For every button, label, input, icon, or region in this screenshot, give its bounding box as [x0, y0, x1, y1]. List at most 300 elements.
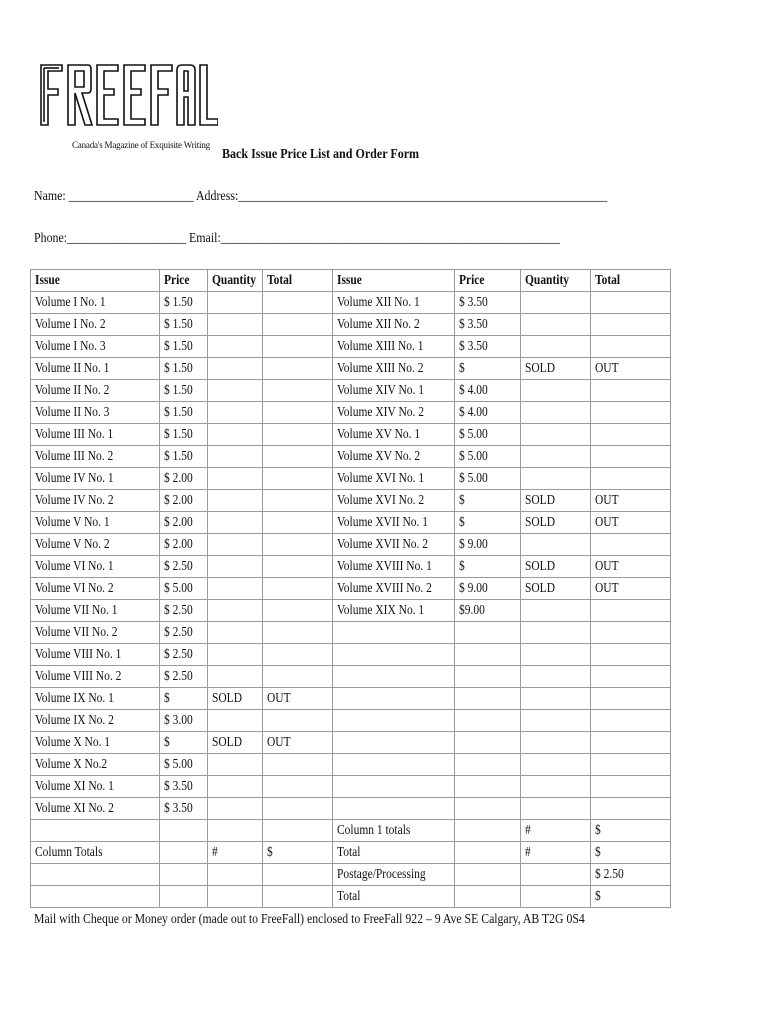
issue-cell: [31, 578, 160, 600]
price-cell: [160, 314, 208, 336]
cell-text: $: [459, 492, 465, 508]
cell-text: $: [595, 888, 601, 904]
table-row: [31, 688, 671, 710]
cell-text: Volume XIV No. 2: [337, 404, 424, 420]
issue-cell: [333, 380, 455, 402]
quantity-cell[interactable]: [521, 710, 591, 732]
cell-text: $9.00: [459, 602, 485, 618]
total-cell[interactable]: [263, 666, 333, 688]
price-cell: [160, 622, 208, 644]
cell-text: Volume XV No. 1: [337, 426, 421, 442]
cell-text: Column Totals: [35, 844, 103, 860]
issue-cell: [333, 490, 455, 512]
cell-text: $ 4.00: [459, 382, 488, 398]
table-row: [31, 468, 671, 490]
total-cell[interactable]: [591, 424, 671, 446]
cell-text: $ 3.00: [164, 712, 193, 728]
issue-cell: [31, 600, 160, 622]
table-row: [31, 358, 671, 380]
form-title: Back Issue Price List and Order Form: [222, 147, 420, 162]
cell-text: Volume XVII No. 1: [337, 514, 428, 530]
quantity-cell[interactable]: [208, 842, 263, 864]
total-cell[interactable]: [591, 622, 671, 644]
quantity-cell[interactable]: [208, 314, 263, 336]
total-cell[interactable]: [263, 402, 333, 424]
total-cell[interactable]: [263, 336, 333, 358]
price-cell: [455, 644, 521, 666]
price-cell: [160, 512, 208, 534]
cell-text: Total: [337, 888, 361, 904]
table-header-row: [31, 270, 671, 292]
price-cell: [455, 666, 521, 688]
price-cell: [455, 534, 521, 556]
total-cell[interactable]: [591, 358, 671, 380]
issue-cell: [31, 732, 160, 754]
total-cell[interactable]: [263, 556, 333, 578]
total-cell[interactable]: [591, 886, 671, 908]
price-cell: [455, 402, 521, 424]
issue-cell: [31, 710, 160, 732]
issue-cell: [333, 314, 455, 336]
price-cell: [160, 600, 208, 622]
quantity-cell[interactable]: [208, 358, 263, 380]
header-quantity: [208, 270, 263, 292]
cell-text: SOLD: [525, 514, 555, 530]
cell-text: #: [525, 822, 531, 838]
table-row: [31, 798, 671, 820]
cell-text: Volume XII No. 2: [337, 316, 420, 332]
table-row: [31, 644, 671, 666]
quantity-cell[interactable]: [521, 468, 591, 490]
table-row: [31, 886, 671, 908]
cell-text: #: [525, 844, 531, 860]
issue-cell: [333, 710, 455, 732]
cell-text: $ 2.50: [164, 602, 193, 618]
price-cell: [455, 424, 521, 446]
price-cell: [455, 820, 521, 842]
quantity-cell[interactable]: [208, 600, 263, 622]
price-cell: [160, 710, 208, 732]
quantity-cell[interactable]: [521, 644, 591, 666]
total-cell[interactable]: [591, 468, 671, 490]
cell-text: Volume XVII No. 2: [337, 536, 428, 552]
cell-text: OUT: [595, 492, 619, 508]
price-cell: [455, 732, 521, 754]
quantity-cell[interactable]: [208, 710, 263, 732]
quantity-cell[interactable]: [208, 446, 263, 468]
quantity-cell[interactable]: [521, 842, 591, 864]
cell-text: $ 1.50: [164, 382, 193, 398]
total-cell[interactable]: [263, 776, 333, 798]
quantity-cell[interactable]: [521, 578, 591, 600]
quantity-cell[interactable]: [521, 776, 591, 798]
quantity-cell[interactable]: [208, 336, 263, 358]
issue-cell: [333, 600, 455, 622]
cell-text: Volume V No. 1: [35, 514, 110, 530]
issue-cell: [31, 292, 160, 314]
quantity-cell[interactable]: [208, 490, 263, 512]
header-label: Total: [595, 272, 621, 288]
quantity-cell[interactable]: [208, 292, 263, 314]
total-cell[interactable]: [263, 512, 333, 534]
total-cell[interactable]: [591, 776, 671, 798]
quantity-cell[interactable]: [521, 446, 591, 468]
table-row: [31, 380, 671, 402]
cell-text: Volume XVIII No. 2: [337, 580, 432, 596]
cell-text: Volume II No. 2: [35, 382, 110, 398]
issue-cell: [333, 358, 455, 380]
cell-text: SOLD: [525, 558, 555, 574]
total-cell[interactable]: [591, 732, 671, 754]
total-cell[interactable]: [263, 292, 333, 314]
table-row: [31, 424, 671, 446]
quantity-cell[interactable]: [208, 402, 263, 424]
cell-text: Volume IV No. 2: [35, 492, 114, 508]
price-cell: [455, 512, 521, 534]
cell-text: Volume III No. 1: [35, 426, 114, 442]
issue-cell: [333, 886, 455, 908]
cell-text: Volume X No. 1: [35, 734, 111, 750]
issue-cell: [31, 512, 160, 534]
issue-cell: [31, 402, 160, 424]
total-cell[interactable]: [263, 886, 333, 908]
quantity-cell[interactable]: [208, 468, 263, 490]
total-cell[interactable]: [591, 490, 671, 512]
price-cell: [455, 556, 521, 578]
issue-cell: [333, 446, 455, 468]
quantity-cell[interactable]: [208, 578, 263, 600]
quantity-cell[interactable]: [521, 754, 591, 776]
cell-text: OUT: [595, 360, 619, 376]
price-cell: [455, 864, 521, 886]
header-label: Total: [267, 272, 293, 288]
cell-text: #: [212, 844, 218, 860]
price-cell: [455, 314, 521, 336]
cell-text: OUT: [595, 514, 619, 530]
cell-text: Volume X No.2: [35, 756, 108, 772]
cell-text: $ 1.50: [164, 360, 193, 376]
price-cell: [455, 446, 521, 468]
price-cell: [455, 292, 521, 314]
cell-text: $ 2.50: [164, 624, 193, 640]
cell-text: Volume V No. 2: [35, 536, 110, 552]
quantity-cell[interactable]: [208, 512, 263, 534]
cell-text: Volume XIX No. 1: [337, 602, 425, 618]
total-cell[interactable]: [591, 798, 671, 820]
cell-text: $ 2.50: [164, 668, 193, 684]
quantity-cell[interactable]: [521, 512, 591, 534]
table-row: [31, 314, 671, 336]
cell-text: $ 3.50: [164, 800, 193, 816]
tagline: Canada's Magazine of Exquisite Writing: [72, 140, 210, 150]
quantity-cell[interactable]: [208, 424, 263, 446]
issue-cell: [333, 666, 455, 688]
issue-cell: [333, 424, 455, 446]
issue-cell: [333, 688, 455, 710]
total-cell[interactable]: [591, 842, 671, 864]
cell-text: $ 3.50: [459, 338, 488, 354]
total-cell[interactable]: [591, 446, 671, 468]
price-cell: [455, 798, 521, 820]
total-cell[interactable]: [263, 468, 333, 490]
cell-text: $: [595, 844, 601, 860]
cell-text: $ 4.00: [459, 404, 488, 420]
price-cell: [160, 468, 208, 490]
total-cell[interactable]: [591, 710, 671, 732]
phone-email-fields[interactable]: Phone:____________________ Email:_________________________________________________________: [34, 231, 560, 246]
cell-text: $ 9.00: [459, 536, 488, 552]
quantity-cell[interactable]: [521, 358, 591, 380]
header-label: Quantity: [212, 272, 257, 288]
price-cell: [160, 578, 208, 600]
issue-cell: [333, 402, 455, 424]
cell-text: $: [164, 734, 170, 750]
cell-text: OUT: [595, 580, 619, 596]
total-cell[interactable]: [263, 842, 333, 864]
quantity-cell[interactable]: [521, 688, 591, 710]
quantity-cell[interactable]: [208, 644, 263, 666]
total-cell[interactable]: [591, 820, 671, 842]
quantity-cell[interactable]: [208, 688, 263, 710]
quantity-cell[interactable]: [208, 798, 263, 820]
quantity-cell[interactable]: [208, 754, 263, 776]
issue-cell: [31, 556, 160, 578]
cell-text: $: [595, 822, 601, 838]
issue-cell: [31, 424, 160, 446]
name-address-fields[interactable]: Name: _____________________ Address:______________________________________________________________: [34, 189, 608, 204]
quantity-cell[interactable]: [521, 732, 591, 754]
quantity-cell[interactable]: [208, 666, 263, 688]
issue-cell: [31, 886, 160, 908]
total-cell[interactable]: [591, 534, 671, 556]
table-row: [31, 402, 671, 424]
header-price: [455, 270, 521, 292]
total-cell[interactable]: [263, 754, 333, 776]
cell-text: SOLD: [525, 580, 555, 596]
issue-cell: [333, 336, 455, 358]
price-cell: [455, 468, 521, 490]
quantity-cell[interactable]: [521, 820, 591, 842]
issue-cell: [31, 776, 160, 798]
total-cell[interactable]: [263, 688, 333, 710]
price-cell: [160, 380, 208, 402]
price-cell: [455, 622, 521, 644]
total-cell[interactable]: [263, 820, 333, 842]
total-cell[interactable]: [591, 644, 671, 666]
issue-cell: [333, 644, 455, 666]
cell-text: $ 1.50: [164, 448, 193, 464]
price-cell: [455, 336, 521, 358]
total-cell[interactable]: [263, 732, 333, 754]
cell-text: Volume VIII No. 1: [35, 646, 122, 662]
issue-cell: [333, 534, 455, 556]
cell-text: Column 1 totals: [337, 822, 411, 838]
table-row: [31, 600, 671, 622]
table-row: [31, 534, 671, 556]
header-label: Quantity: [525, 272, 570, 288]
quantity-cell[interactable]: [521, 424, 591, 446]
header-quantity: [521, 270, 591, 292]
table-row: [31, 446, 671, 468]
price-cell: [455, 688, 521, 710]
price-cell: [455, 754, 521, 776]
total-cell[interactable]: [591, 512, 671, 534]
quantity-cell[interactable]: [521, 490, 591, 512]
cell-text: Volume VII No. 1: [35, 602, 118, 618]
quantity-cell[interactable]: [521, 380, 591, 402]
quantity-cell[interactable]: [521, 798, 591, 820]
total-cell[interactable]: [591, 336, 671, 358]
issue-cell: [31, 446, 160, 468]
issue-cell: [31, 754, 160, 776]
issue-cell: [31, 798, 160, 820]
price-cell: [455, 490, 521, 512]
cell-text: SOLD: [525, 360, 555, 376]
total-cell[interactable]: [263, 446, 333, 468]
quantity-cell[interactable]: [521, 666, 591, 688]
price-cell: [160, 688, 208, 710]
quantity-cell[interactable]: [208, 886, 263, 908]
total-cell[interactable]: [263, 622, 333, 644]
price-cell: [455, 600, 521, 622]
quantity-cell[interactable]: [208, 534, 263, 556]
issue-cell: [333, 864, 455, 886]
issue-cell: [31, 358, 160, 380]
price-cell: [455, 380, 521, 402]
table-row: [31, 556, 671, 578]
table-row: [31, 622, 671, 644]
total-cell[interactable]: [591, 666, 671, 688]
cell-text: Volume XVI No. 1: [337, 470, 425, 486]
quantity-cell[interactable]: [521, 402, 591, 424]
cell-text: $ 5.00: [164, 580, 193, 596]
table-row: [31, 732, 671, 754]
cell-text: Volume XIV No. 1: [337, 382, 424, 398]
issue-cell: [31, 622, 160, 644]
quantity-cell[interactable]: [208, 776, 263, 798]
quantity-cell[interactable]: [521, 864, 591, 886]
quantity-cell[interactable]: [208, 820, 263, 842]
total-cell[interactable]: [263, 358, 333, 380]
quantity-cell[interactable]: [521, 622, 591, 644]
total-cell[interactable]: [263, 314, 333, 336]
cell-text: OUT: [595, 558, 619, 574]
cell-text: Volume IX No. 2: [35, 712, 114, 728]
total-cell[interactable]: [591, 314, 671, 336]
cell-text: $: [267, 844, 273, 860]
cell-text: Volume I No. 3: [35, 338, 106, 354]
total-cell[interactable]: [591, 864, 671, 886]
total-cell[interactable]: [263, 578, 333, 600]
table-row: [31, 512, 671, 534]
total-cell[interactable]: [263, 534, 333, 556]
total-cell[interactable]: [263, 600, 333, 622]
price-cell: [160, 886, 208, 908]
quantity-cell[interactable]: [208, 380, 263, 402]
issue-cell: [333, 732, 455, 754]
cell-text: Volume VII No. 2: [35, 624, 118, 640]
quantity-cell[interactable]: [208, 556, 263, 578]
issue-cell: [31, 314, 160, 336]
order-table: [30, 269, 671, 908]
cell-text: $ 1.50: [164, 294, 193, 310]
header-label: Issue: [337, 272, 362, 288]
cell-text: $ 1.50: [164, 316, 193, 332]
total-cell[interactable]: [263, 710, 333, 732]
cell-text: $: [459, 558, 465, 574]
issue-cell: [31, 666, 160, 688]
total-cell[interactable]: [591, 578, 671, 600]
price-cell: [160, 820, 208, 842]
total-cell[interactable]: [591, 402, 671, 424]
cell-text: Volume III No. 2: [35, 448, 114, 464]
issue-cell: [31, 380, 160, 402]
price-cell: [455, 710, 521, 732]
header-total: [263, 270, 333, 292]
cell-text: $ 5.00: [459, 470, 488, 486]
issue-cell: [333, 578, 455, 600]
price-cell: [160, 798, 208, 820]
total-cell[interactable]: [263, 424, 333, 446]
quantity-cell[interactable]: [521, 534, 591, 556]
total-cell[interactable]: [591, 292, 671, 314]
issue-cell: [31, 336, 160, 358]
cell-text: Volume XVIII No. 1: [337, 558, 432, 574]
total-cell[interactable]: [263, 380, 333, 402]
price-cell: [160, 336, 208, 358]
total-cell[interactable]: [591, 754, 671, 776]
quantity-cell[interactable]: [208, 864, 263, 886]
issue-cell: [31, 864, 160, 886]
total-cell[interactable]: [591, 380, 671, 402]
total-cell[interactable]: [263, 490, 333, 512]
total-cell[interactable]: [263, 864, 333, 886]
total-cell[interactable]: [591, 688, 671, 710]
table-row: [31, 490, 671, 512]
cell-text: Volume IX No. 1: [35, 690, 114, 706]
cell-text: Postage/Processing: [337, 866, 426, 882]
cell-text: SOLD: [525, 492, 555, 508]
table-row: [31, 710, 671, 732]
price-cell: [160, 864, 208, 886]
total-cell[interactable]: [591, 556, 671, 578]
quantity-cell[interactable]: [521, 314, 591, 336]
header-issue: [31, 270, 160, 292]
cell-text: Volume I No. 1: [35, 294, 106, 310]
total-cell[interactable]: [591, 600, 671, 622]
cell-text: Volume IV No. 1: [35, 470, 114, 486]
cell-text: Volume VIII No. 2: [35, 668, 122, 684]
quantity-cell[interactable]: [521, 600, 591, 622]
quantity-cell[interactable]: [208, 622, 263, 644]
issue-cell: [31, 468, 160, 490]
total-cell[interactable]: [263, 644, 333, 666]
quantity-cell[interactable]: [208, 732, 263, 754]
quantity-cell[interactable]: [521, 886, 591, 908]
price-cell: [160, 732, 208, 754]
quantity-cell[interactable]: [521, 336, 591, 358]
cell-text: $ 1.50: [164, 404, 193, 420]
quantity-cell[interactable]: [521, 292, 591, 314]
issue-cell: [333, 512, 455, 534]
quantity-cell[interactable]: [521, 556, 591, 578]
table-row: [31, 864, 671, 886]
price-cell: [160, 534, 208, 556]
cell-text: Volume XVI No. 2: [337, 492, 425, 508]
price-cell: [160, 666, 208, 688]
cell-text: Volume XIII No. 2: [337, 360, 424, 376]
total-cell[interactable]: [263, 798, 333, 820]
